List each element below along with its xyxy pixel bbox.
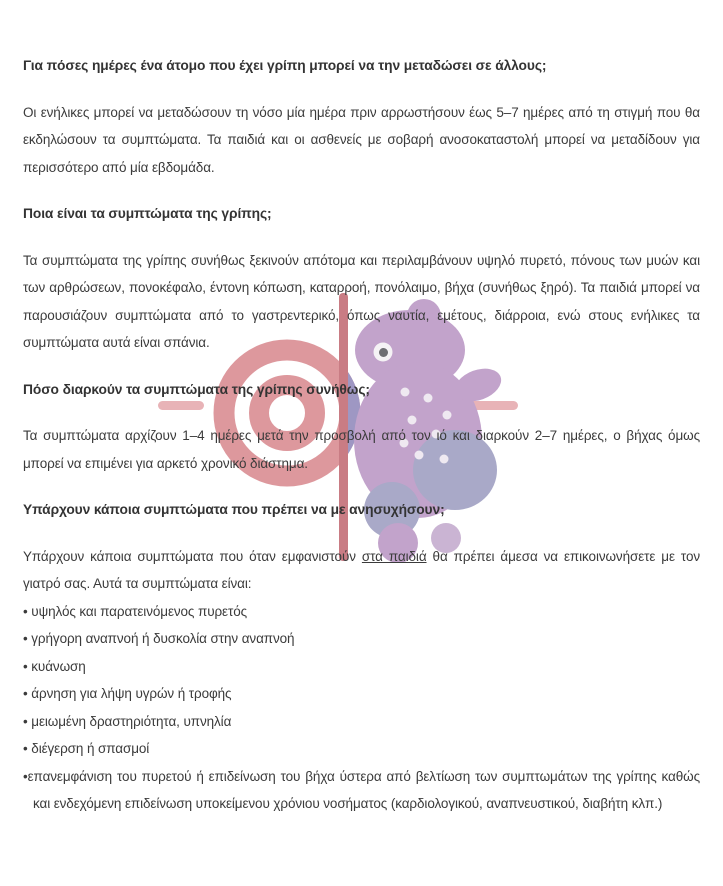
bullet-item: • υψηλός και παρατεινόμενος πυρετός <box>23 598 700 626</box>
intro-before-text: Υπάρχουν κάποια συμπτώματα που όταν εμφανιστούν <box>23 548 362 564</box>
paragraph-duration: Τα συμπτώματα αρχίζουν 1–4 ημέρες μετά την προσβολή από τον ιό και διαρκούν 2–7 ημέρες, ο βήχας όμως μπορεί να επιμένει για αρκετό χρονικό διάστημα. <box>23 428 700 471</box>
section-heading-transmission: Για πόσες ημέρες ένα άτομο που έχει γρίπη μπορεί να την μεταδώσει σε άλλους; <box>23 58 547 73</box>
bullet-item: • άρνηση για λήψη υγρών ή τροφής <box>23 680 700 708</box>
bullet-item: • γρήγορη αναπνοή ή δυσκολία στην αναπνοή <box>23 625 700 653</box>
section-heading-warning-signs: Υπάρχουν κάποια συμπτώματα που πρέπει να με ανησυχήσουν; <box>23 502 445 517</box>
paragraph-transmission: Οι ενήλικες μπορεί να μεταδώσουν τη νόσο μία ημέρα πριν αρρωστήσουν έως 5–7 ημέρες από τη στιγμή που θα εκδηλώσουν τα συμπτώματα. Τα παιδιά και οι ασθενείς με σοβαρή ανοσοκαταστολή μπορεί να μεταδίδουν για περισσότερο από μία εβδομάδα. <box>23 104 700 175</box>
section-heading-duration: Πόσο διαρκούν τα συμπτώματα της γρίπης συνήθως; <box>23 381 370 397</box>
intro-after-text: θα πρέπει άμεσα να επικοινωνήσετε με τον γιατρό σας. Αυτά τα συμπτώματα είναι: <box>23 548 700 591</box>
paragraph-symptoms: Τα συμπτώματα της γρίπης συνήθως ξεκινούν απότομα και περιλαμβάνουν υψηλό πυρετό, πόνους των μυών και των αρθρώσεων, πονοκέφαλο, έντονη κόπωση, καταρροή, πονόλαιμο, βήχα (συνήθως ξηρό). Τα παιδιά μπορεί να παρουσιάζουν συμπτώματα από το γαστρεντερικό, όπως ναυτία, εμέτους, διάρροια, ενώ στους ενήλικες τα συμπτώματα αυτά είναι σπάνια. <box>23 252 700 350</box>
bullet-item: • διέγερση ή σπασμοί <box>23 735 700 763</box>
bullet-item: • μειωμένη δραστηριότητα, υπνηλία <box>23 708 700 736</box>
bullet-item: • κυάνωση <box>23 653 700 681</box>
paragraph-warning-intro <box>23 543 700 598</box>
section-heading-symptoms: Ποια είναι τα συμπτώματα της γρίπης; <box>23 206 272 221</box>
bullet-item: • επανεμφάνιση του πυρετού ή επιδείνωση του βήχα ύστερα από βελτίωση των συμπτωμάτων της γρίπης καθώς και ενδεχόμενη επιδείνωση υποκείμενου χρόνιου νοσήματος (καρδιολογικού, αναπνευστικού, διαβήτη κλπ.) <box>23 763 700 818</box>
underlined-phrase: στα παιδιά <box>361 548 427 564</box>
